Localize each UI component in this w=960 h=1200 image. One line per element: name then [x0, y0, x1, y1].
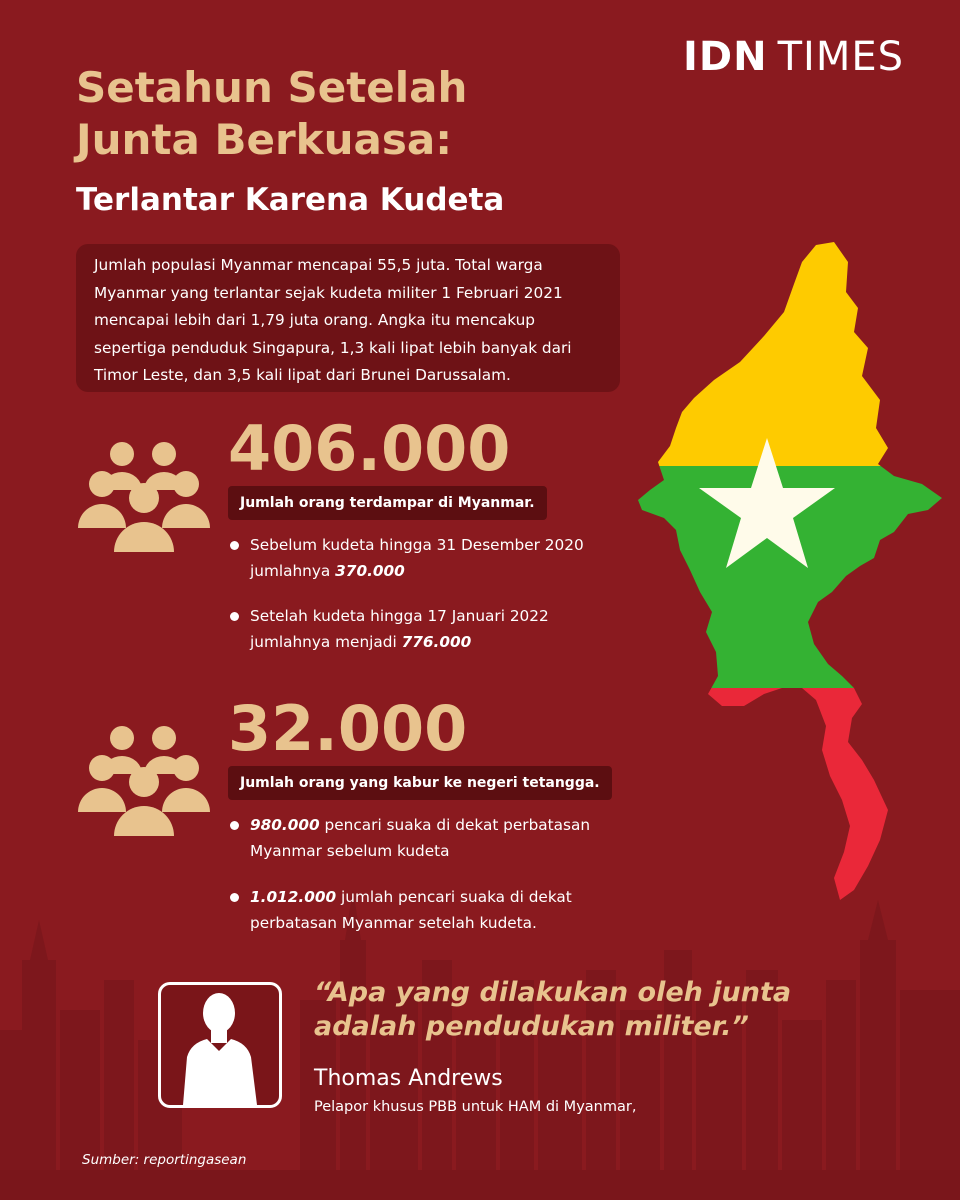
avatar — [158, 982, 282, 1108]
flag-yellow-band — [636, 240, 942, 466]
title-line-1: Setahun Setelah — [76, 63, 468, 112]
stat-fled-number: 32.000 — [228, 692, 468, 765]
myanmar-flag-map — [636, 240, 942, 905]
bullet-value: 1.012.000 — [250, 888, 337, 906]
title-line-2: Junta Berkuasa: — [76, 115, 452, 164]
stat-displaced-number: 406.000 — [228, 412, 511, 485]
bullet-value: 776.000 — [401, 633, 472, 651]
bullet-dot — [230, 893, 239, 902]
idn-times-logo — [683, 34, 904, 80]
bullet-text: Setelah kudeta hingga 17 Januari 2022 jumlahnya menjadi — [250, 607, 549, 651]
bullet-dot — [230, 612, 239, 621]
bullet-text: jumlah pencari suaka di dekat perbatasan Myanmar setelah kudeta. — [250, 888, 572, 932]
person-silhouette-icon — [161, 985, 279, 1105]
list-item — [230, 532, 630, 584]
list-item — [230, 884, 630, 936]
quote-text: “Apa yang dilakukan oleh junta adalah pendudukan militer.” — [314, 977, 792, 1042]
page-subtitle: Terlantar Karena Kudeta — [76, 182, 505, 218]
people-group-icon — [78, 438, 210, 552]
source-credit: Sumber: reportingasean — [82, 1152, 247, 1168]
bullet-dot — [230, 541, 239, 550]
logo-idn-text: IDN — [683, 34, 768, 80]
page-title — [76, 62, 596, 166]
flag-red-band — [636, 688, 942, 905]
bullet-value: 370.000 — [335, 562, 405, 580]
bullet-value: 980.000 — [250, 816, 320, 834]
list-item — [230, 812, 630, 864]
intro-box: Jumlah populasi Myanmar mencapai 55,5 juta. Total warga Myanmar yang terlantar sejak kudeta militer 1 Februari 2021 mencapai lebih dari 1,79 juta orang. Angka itu mencakup sepertiga penduduk Singapura, 1,3 kali lipat lebih banyak dari Timor Leste, dan 3,5 kali lipat dari Brunei Darussalam. — [76, 244, 620, 392]
list-item — [230, 603, 630, 655]
stat-fled-label: Jumlah orang yang kabur ke negeri tetangga. — [228, 766, 612, 800]
quote-author-role: Pelapor khusus PBB untuk HAM di Myanmar, — [314, 1099, 637, 1115]
stat-displaced-label: Jumlah orang terdampar di Myanmar. — [228, 486, 547, 520]
bullet-text: pencari suaka di dekat perbatasan Myanmar sebelum kudeta — [250, 816, 591, 860]
quote-author-name: Thomas Andrews — [314, 1066, 503, 1091]
bullet-text: Sebelum kudeta hingga 31 Desember 2020 jumlahnya — [250, 536, 584, 580]
logo-times-text: TIMES — [777, 34, 904, 80]
people-group-icon — [78, 722, 210, 836]
bullet-dot — [230, 821, 239, 830]
